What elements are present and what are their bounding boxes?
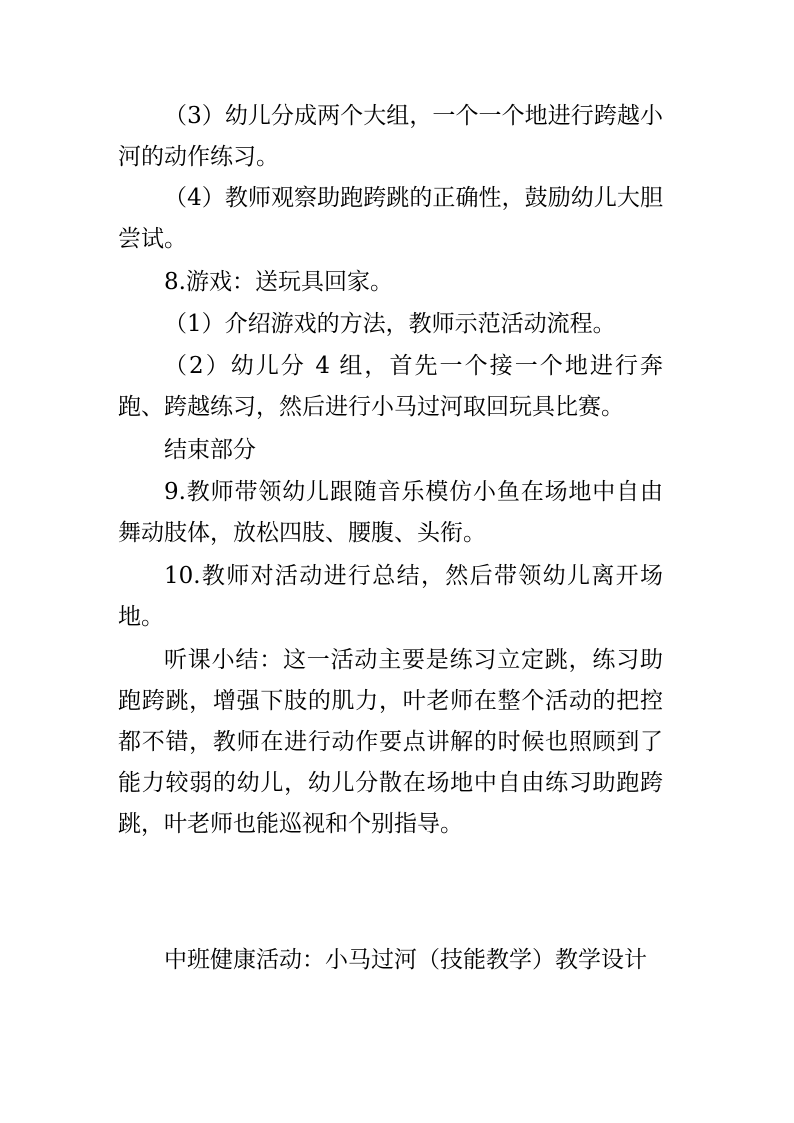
paragraph-game-title: 8.游戏：送玩具回家。 <box>164 269 393 295</box>
section-heading-ending: 结束部分 <box>164 437 256 463</box>
paragraph-game-step-1: （1）介绍游戏的方法，教师示范活动流程。 <box>164 311 616 337</box>
next-section-title: 中班健康活动：小马过河（技能教学）教学设计 <box>164 947 647 973</box>
paragraph-summary: 听课小结：这一活动主要是练习立定跳，练习助跑跨跳，增强下肢的肌力，叶老师在整个活动的把控都不错，教师在进行动作要点讲解的时候也照顾到了能力较弱的幼儿，幼儿分散在场地中自由练习助跑跨跳，叶老师也能巡视和个别指导。 <box>118 647 663 837</box>
paragraph-step-10: 10.教师对活动进行总结，然后带领幼儿离开场地。 <box>118 563 663 630</box>
paragraph-step-3: （3）幼儿分成两个大组，一个一个地进行跨越小河的动作练习。 <box>118 103 663 170</box>
paragraph-step-9: 9.教师带领幼儿跟随音乐模仿小鱼在场地中自由舞动肢体，放松四肢、腰腹、头衔。 <box>118 479 663 546</box>
paragraph-step-4: （4）教师观察助跑跨跳的正确性，鼓励幼儿大胆尝试。 <box>118 185 663 252</box>
paragraph-game-step-2: （2）幼儿分 4 组，首先一个接一个地进行奔跑、跨越练习，然后进行小马过河取回玩具比赛。 <box>118 353 663 420</box>
